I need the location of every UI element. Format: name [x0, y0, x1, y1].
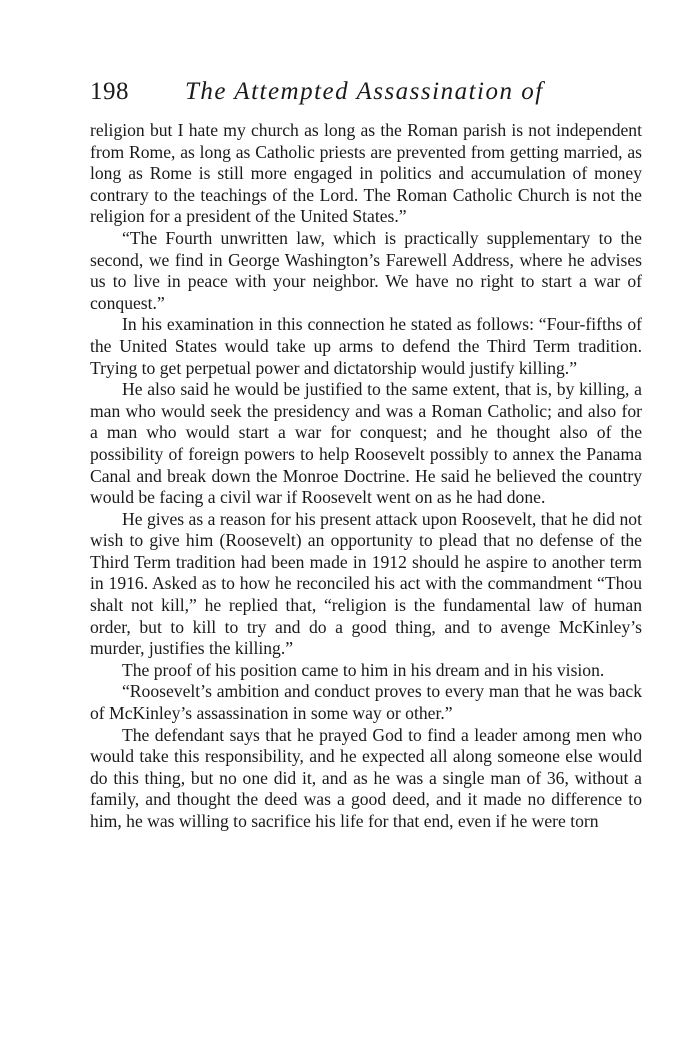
book-page — [90, 78, 642, 833]
paragraph: “The Fourth unwritten law, which is practically supplementary to the second, we find in George Washington’s Farewell Address, where he advises us to live in peace with your neighbor. We have no right to start a war of conquest.” — [90, 227, 642, 313]
page-number: 198 — [90, 78, 129, 105]
paragraph: “Roosevelt’s ambition and conduct proves to every man that he was back of McKinley’s assassination in some way or other.” — [90, 681, 642, 724]
running-title: The Attempted Assassination of — [185, 78, 544, 105]
paragraph: The proof of his position came to him in his dream and in his vision. — [122, 659, 605, 680]
paragraph-continued: religion but I hate my church as long as the Roman parish is not independent from Rome, as long as Catholic priests are prevented from getting married, as long as Rome is still more engaged in politics and accumulation of money contrary to the teachings of the Lord. The Roman Catholic Church is not the religion for a president of the United States.” — [90, 120, 642, 227]
paragraph: He gives as a reason for his present attack upon Roosevelt, that he did not wish to give him (Roosevelt) an opportunity to plead that no defense of the Third Term tradition had been made in 1912 should he aspire to another term in 1916. Asked as to how he reconciled his act with the commandment “Thou shalt not kill,” he replied that, “religion is the fundamental law of human order, but to kill to try and do a good thing, and to avenge McKinley’s murder, justifies the killing.” — [90, 508, 642, 659]
running-head — [90, 78, 642, 112]
paragraph: In his examination in this connection he stated as follows: “Four-fifths of the United States would take up arms to defend the Third Term tradition. Trying to get perpetual power and dictatorship would justify killing.” — [90, 314, 642, 378]
body-text — [90, 120, 642, 833]
paragraph: He also said he would be justified to the same extent, that is, by killing, a man who would seek the presidency and was a Roman Catholic; and also for a man who would start a war for conquest; and he thought also of the possibility of foreign powers to help Roosevelt possibly to annex the Panama Canal and break down the Monroe Doctrine. He said he believed the country would be facing a civil war if Roosevelt went on as he had done. — [90, 379, 642, 508]
paragraph: The defendant says that he prayed God to find a leader among men who would take this responsibility, and he expected all along someone else would do this thing, but no one did it, and as he was a single man of 36, without a family, and thought the deed was a good deed, and it made no difference to him, he was willing to sacrifice his life for that end, even if he were torn — [90, 724, 642, 831]
